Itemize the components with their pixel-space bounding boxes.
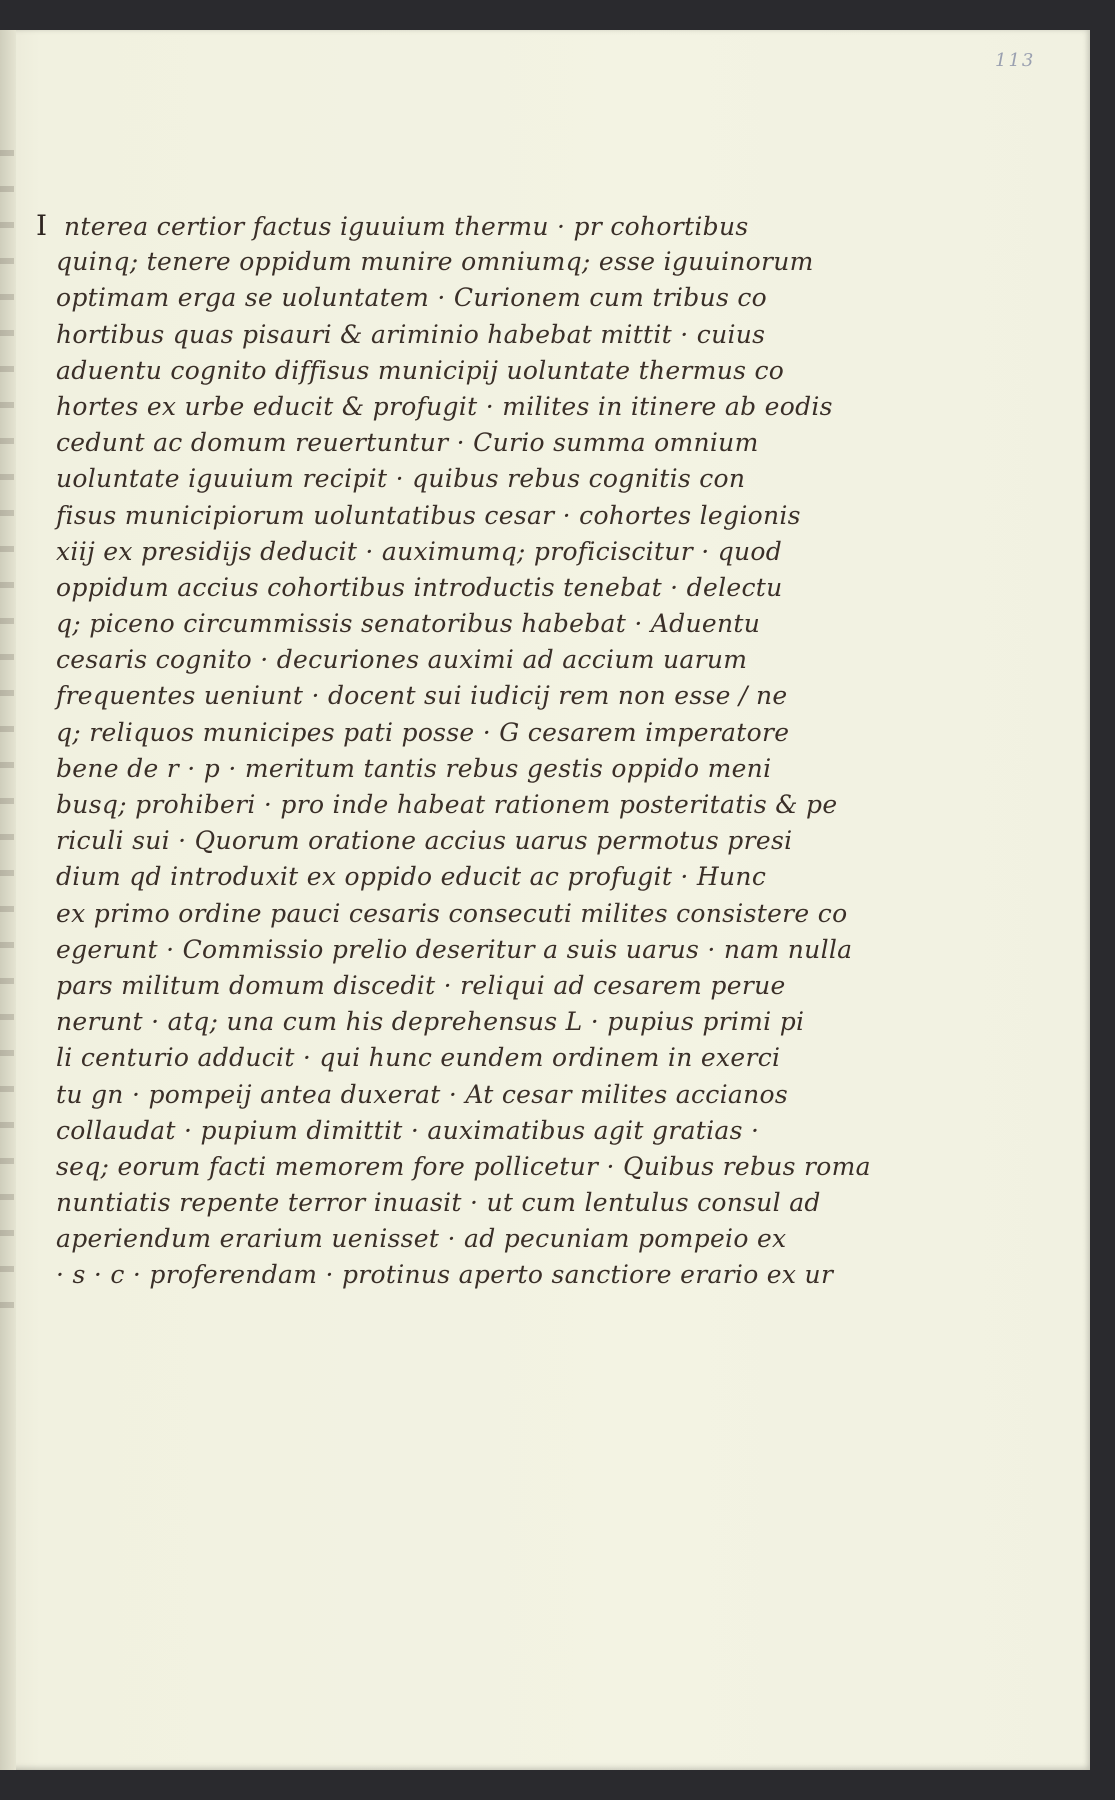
text-line-3: optimam erga se uoluntatem · Curionem cum tribus co [56,283,767,313]
text-line-29: aperiendum erarium uenisset · ad pecuniam pompeio ex [56,1224,787,1254]
folio-number: 113 [995,50,1036,71]
text-line-13: cesaris cognito · decuriones auximi ad accium uarum [56,645,748,675]
text-line-24: li centurio adducit · qui hunc eundem ordinem in exerci [56,1043,781,1073]
text-line-14: frequentes ueniunt · docent sui iudicij rem non esse / ne [56,681,788,711]
text-line-26: collaudat · pupium dimittit · auximatibus agit gratias · [56,1115,760,1145]
text-line-9: fisus municipiorum uoluntatibus cesar · cohortes legionis [56,500,801,530]
text-line-16: bene de r · p · meritum tantis rebus gestis oppido meni [56,753,772,783]
text-line-27: seq; eorum facti memorem fore pollicetur · Quibus rebus roma [56,1151,871,1181]
text-line-15: q; reliquos municipes pati posse · G cesarem imperatore [56,717,790,747]
text-line-18: riculi sui · Quorum oratione accius uarus permotus presi [56,826,793,856]
text-line-30: · s · c · proferendam · protinus aperto sanctiore erario ex ur [56,1260,834,1290]
text-line-23: nerunt · atq; una cum his deprehensus L · pupius primi pi [56,1007,805,1037]
text-line-17: busq; prohiberi · pro inde habeat rationem posteritatis & pe [56,790,838,819]
text-line-12: q; piceno circummissis senatoribus habebat · Aduentu [56,609,761,639]
text-line-10: xiij ex presidijs deducit · auximumq; proficiscitur · quod [56,536,783,566]
text-line-20: ex primo ordine pauci cesaris consecuti milites consistere co [56,898,848,928]
text-line-8: uoluntate iguuium recipit · quibus rebus cognitis con [56,464,746,494]
text-line-5: aduentu cognito diffisus municipij uoluntate thermus co [56,355,785,385]
text-line-19: dium qd introduxit ex oppido educit ac profugit · Hunc [56,862,767,892]
decorated-initial: I [36,209,48,242]
text-line-21: egerunt · Commissio prelio deseritur a suis uarus · nam nulla [56,934,853,964]
text-line-7: cedunt ac domum reuertuntur · Curio summa omnium [56,428,759,458]
manuscript-text-block [36,208,871,1294]
text-line-2: quinq; tenere oppidum munire omniumq; esse iguuinorum [56,247,814,277]
text-line-11: oppidum accius cohortibus introductis tenebat · delectu [56,572,783,602]
text-line-25: tu gn · pompeij antea duxerat · At cesar milites accianos [56,1079,788,1109]
show-through-bleed [0,150,14,1330]
text-line-4: hortibus quas pisauri & ariminio habebat mittit · cuius [56,319,766,349]
text-line-1-content: nterea certior factus iguuium thermu · pr cohortibus [64,212,749,241]
text-line-6: hortes ex urbe educit & profugit · milites in itinere ab eodis [56,391,833,421]
text-line-1 [36,208,796,244]
text-line-22: pars militum domum discedit · reliqui ad cesarem perue [56,970,786,1000]
text-line-28: nuntiatis repente terror inuasit · ut cum lentulus consul ad [56,1188,821,1218]
